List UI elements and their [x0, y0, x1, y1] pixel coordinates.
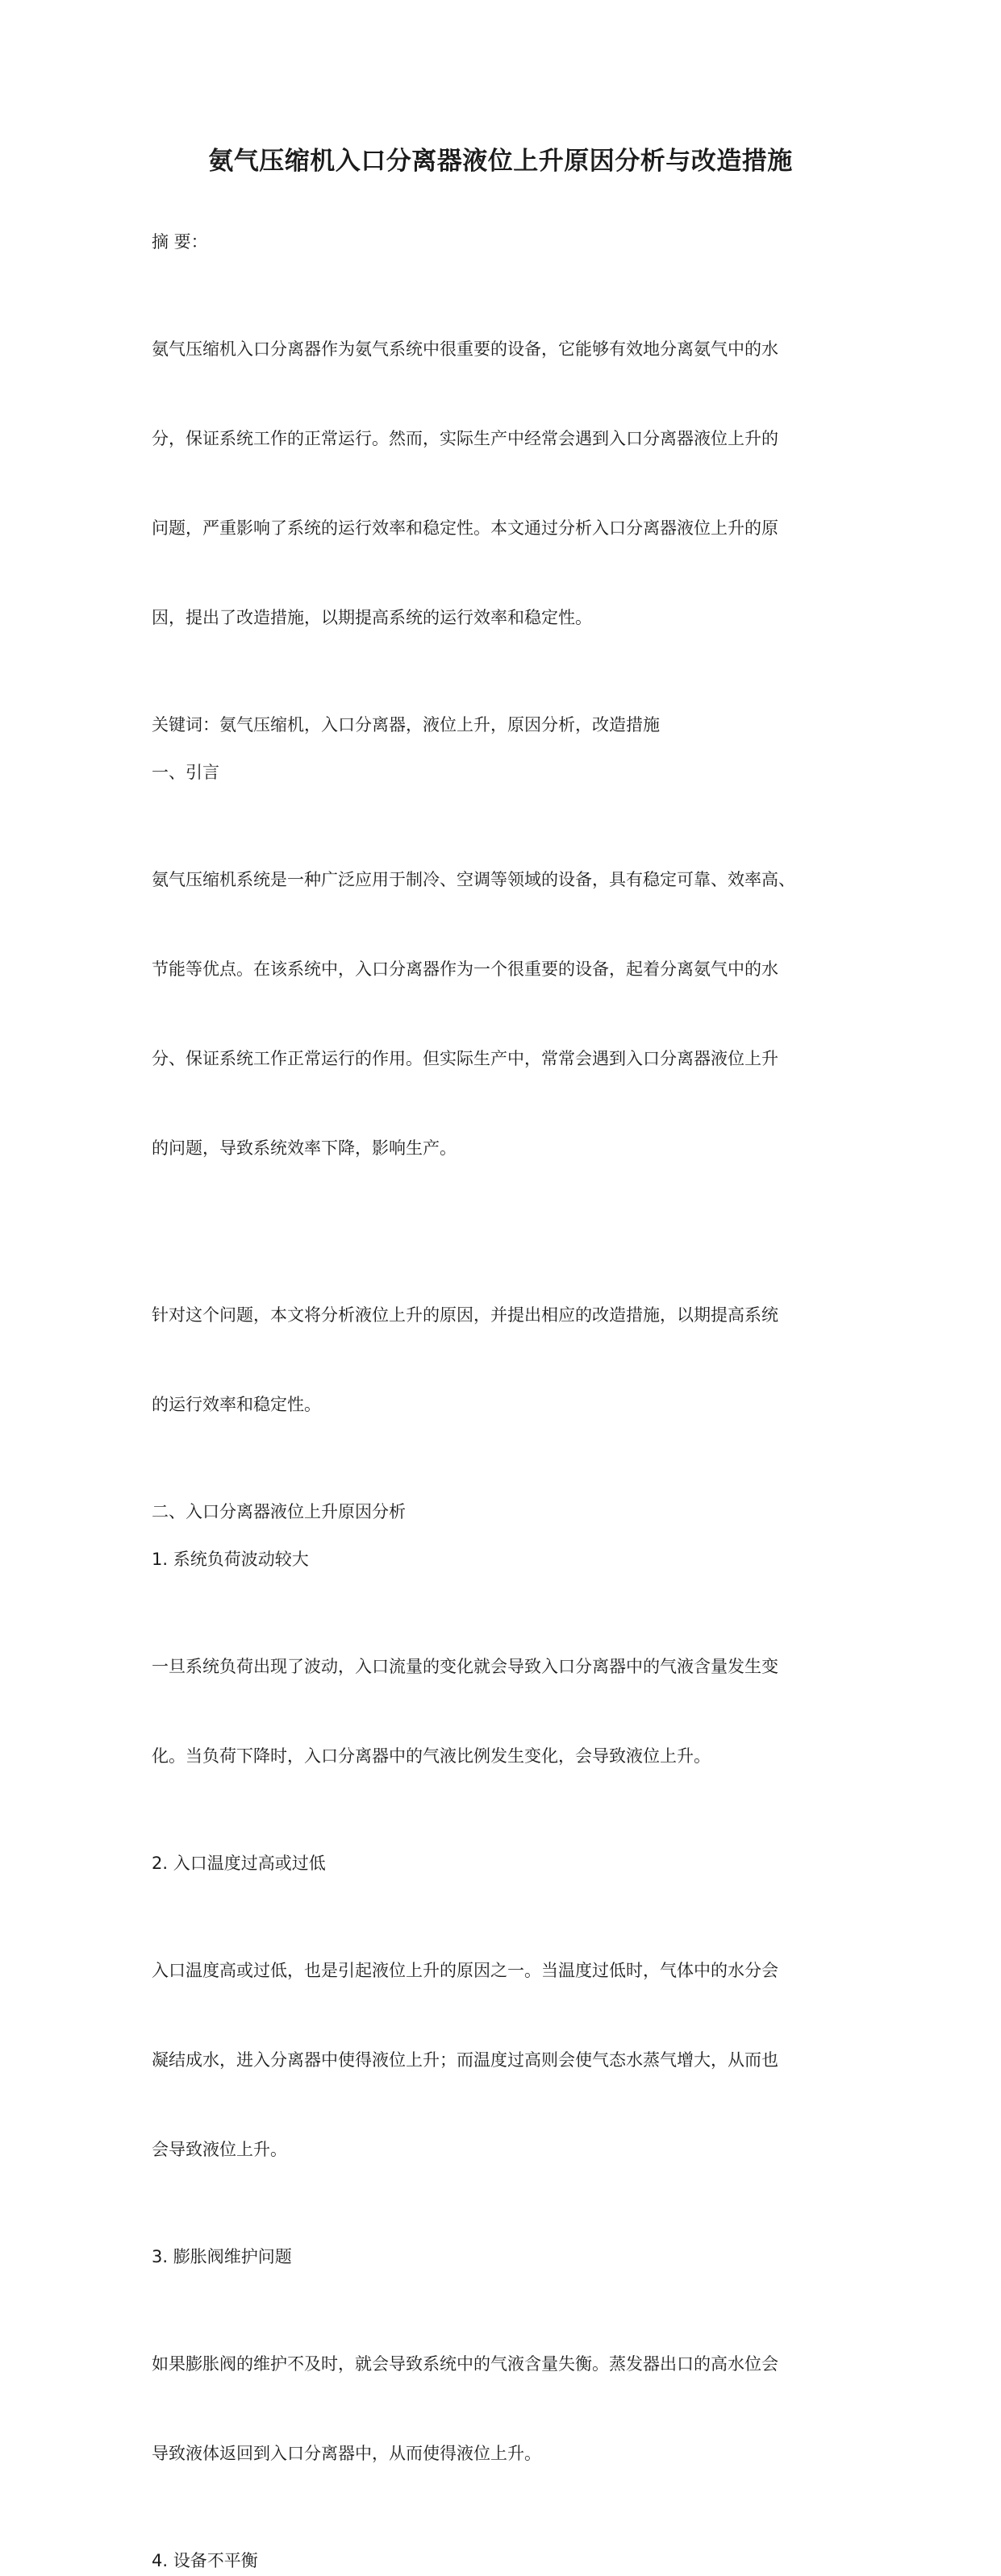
subsection-heading-1: 1. 系统负荷波动较大 [152, 1550, 309, 1569]
section-heading-cause-analysis: 二、入口分离器液位上升原因分析 [152, 1502, 406, 1521]
subsection-heading-4: 4. 设备不平衡 [152, 2551, 258, 2570]
abstract-heading: 摘 要： [152, 232, 208, 252]
introduction-line: 氨气压缩机系统是一种广泛应用于制冷、空调等领域的设备，具有稳定可靠、效率高、 [152, 870, 795, 889]
abstract-paragraph [152, 275, 872, 693]
abstract-line: 因，提出了改造措施，以期提高系统的运行效率和稳定性。 [152, 608, 592, 627]
abstract-line: 分，保证系统工作的正常运行。然而，实际生产中经常会遇到入口分离器液位上升的 [152, 429, 778, 448]
paragraph-line: 化。当负荷下降时，入口分离器中的气液比例发生变化，会导致液位上升。 [152, 1746, 711, 1766]
paragraph-line: 入口温度高或过低，也是引起液位上升的原因之一。当温度过低时，气体中的水分会 [152, 1961, 778, 1980]
introduction-line: 针对这个问题，本文将分析液位上升的原因，并提出相应的改造措施，以期提高系统 [152, 1305, 778, 1325]
subsection-heading-3: 3. 膨胀阀维护问题 [152, 2247, 292, 2266]
section-heading-introduction: 一、引言 [152, 763, 219, 782]
abstract-line: 氨气压缩机入口分离器作为氨气系统中很重要的设备，它能够有效地分离氨气中的水 [152, 339, 778, 359]
document-title: 氨气压缩机入口分离器液位上升原因分析与改造措施 [208, 147, 793, 176]
introduction-paragraph [152, 805, 872, 1223]
subsection-paragraph-2 [152, 1896, 872, 2224]
subsection-paragraph-1 [152, 1592, 872, 1831]
paragraph-line: 一旦系统负荷出现了波动，入口流量的变化就会导致入口分离器中的气液含量发生变 [152, 1657, 778, 1676]
introduction-line: 分、保证系统工作正常运行的作用。但实际生产中，常常会遇到入口分离器液位上升 [152, 1049, 778, 1068]
keywords: 关键词：氨气压缩机，入口分离器，液位上升，原因分析，改造措施 [152, 715, 660, 735]
introduction-line: 的运行效率和稳定性。 [152, 1395, 321, 1414]
introduction-line: 节能等优点。在该系统中，入口分离器作为一个很重要的设备，起着分离氨气中的水 [152, 959, 778, 979]
paragraph-line: 如果膨胀阀的维护不及时，就会导致系统中的气液含量失衡。蒸发器出口的高水位会 [152, 2354, 778, 2374]
introduction-line: 的问题，导致系统效率下降，影响生产。 [152, 1138, 457, 1158]
subsection-heading-2: 2. 入口温度过高或过低 [152, 1854, 326, 1873]
subsection-paragraph-3 [152, 2290, 872, 2528]
paragraph-line: 导致液体返回到入口分离器中，从而使得液位上升。 [152, 2444, 541, 2463]
paragraph-line: 凝结成水，进入分离器中使得液位上升；而温度过高则会使气态水蒸气增大，从而也 [152, 2050, 778, 2070]
paragraph-line: 会导致液位上升。 [152, 2140, 287, 2159]
abstract-line: 问题，严重影响了系统的运行效率和稳定性。本文通过分析入口分离器液位上升的原 [152, 518, 778, 538]
introduction-paragraph-2 [152, 1241, 872, 1479]
